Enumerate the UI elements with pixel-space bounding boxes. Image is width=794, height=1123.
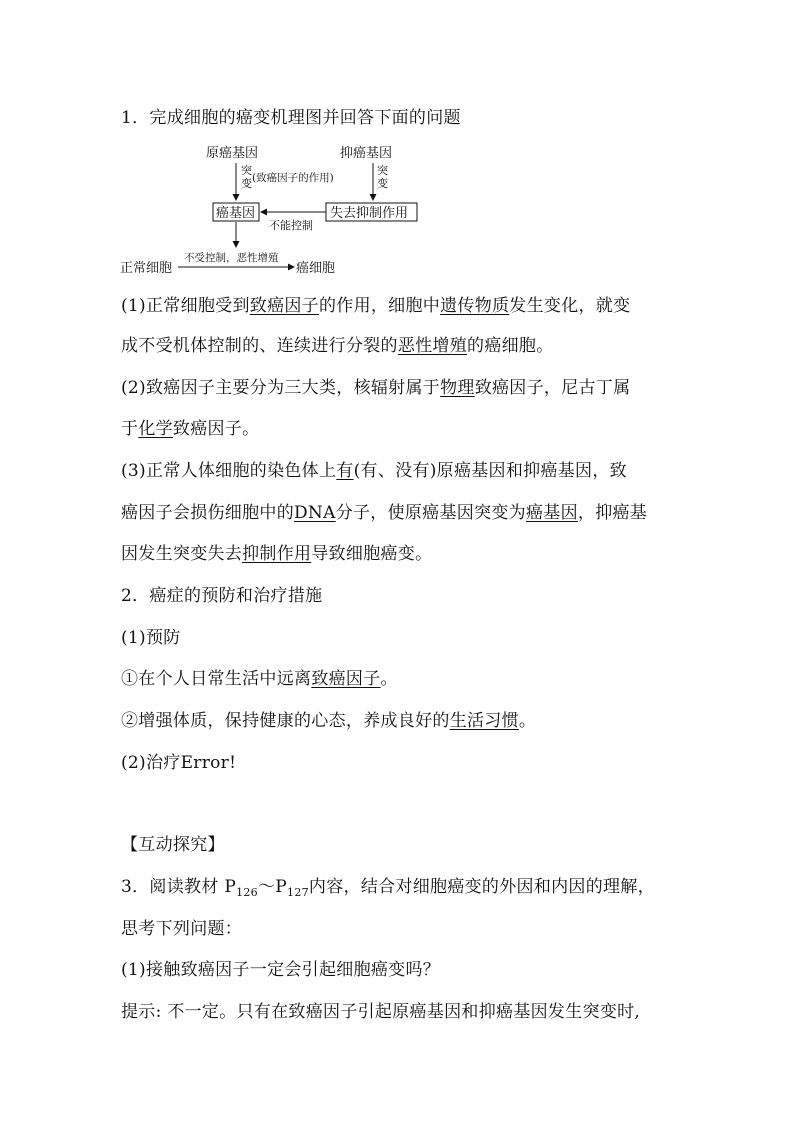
answer-life-habits: 生活习惯 bbox=[449, 711, 519, 731]
mutation-left-char-1: 突 bbox=[241, 164, 252, 177]
answer-chemical: 化学 bbox=[138, 419, 173, 439]
lose-suppression-label: 失去抑制作用 bbox=[330, 206, 409, 221]
normal-cell-label: 正常细胞 bbox=[120, 261, 173, 276]
prevention-title: (1)预防 bbox=[121, 628, 181, 648]
prevention-item-2: ②增强体质，保持健康的心态，养成良好的生活习惯。 bbox=[121, 711, 537, 731]
oncogene-label: 癌基因 bbox=[216, 206, 256, 221]
answer-malignant-proliferation: 恶性增殖 bbox=[397, 336, 468, 356]
tumor-suppressor-label: 抑癌基因 bbox=[340, 146, 393, 161]
answer-physical: 物理 bbox=[440, 378, 475, 398]
paragraph-2-line-1: (2)致癌因子主要分为三大类，核辐射属于物理致癌因子，尼古丁属 bbox=[121, 378, 631, 398]
answer-oncogene: 癌基因 bbox=[526, 503, 578, 523]
cannot-control-label: 不能控制 bbox=[269, 219, 313, 232]
interactive-heading: 【互动探究】 bbox=[121, 835, 225, 855]
uncontrolled-label: 不受控制，恶性增殖 bbox=[184, 252, 279, 264]
question-1-title: 1．完成细胞的癌变机理图并回答下面的问题 bbox=[121, 108, 461, 128]
cancer-cell-label: 癌细胞 bbox=[296, 261, 336, 276]
question-3-line-1: 3．阅读教材 $P_{126}\sim P_{127}$内容，结合对细胞癌变的外因和内因的理解， bbox=[121, 877, 655, 899]
answer-carcinogen: 致癌因子 bbox=[249, 296, 319, 316]
question-3-line-2: 思考下列问题： bbox=[121, 919, 243, 939]
treatment-line: (2)治疗Error! bbox=[121, 753, 237, 773]
answer-genetic-material: 遗传物质 bbox=[440, 296, 510, 316]
cancer-mechanism-diagram bbox=[118, 140, 428, 282]
hint-line: 提示: 不一定。只有在致癌因子引起原癌基因和抑癌基因发生突变时, bbox=[121, 1002, 641, 1022]
answer-have: 有 bbox=[336, 461, 354, 481]
mutation-right-char-2: 变 bbox=[377, 177, 388, 190]
mutation-right-char-1: 突 bbox=[377, 164, 388, 177]
paragraph-3-line-1: (3)正常人体细胞的染色体上有(有、没有)原癌基因和抑癌基因，致 bbox=[121, 461, 627, 481]
paragraph-3-line-2: 癌因子会损伤细胞中的DNA分子，使原癌基因突变为癌基因，抑癌基 bbox=[121, 503, 648, 523]
answer-avoid-carcinogen: 致癌因子 bbox=[311, 669, 381, 689]
mutation-note: (致癌因子的作用) bbox=[252, 172, 334, 184]
mutation-left-char-2: 变 bbox=[241, 177, 252, 190]
paragraph-1-line-2: 成不受机体控制的、连续进行分裂的恶性增殖的癌细胞。 bbox=[121, 336, 554, 356]
proto-oncogene-label: 原癌基因 bbox=[206, 146, 259, 161]
paragraph-3-line-3: 因发生突变失去抑制作用导致细胞癌变。 bbox=[121, 544, 433, 564]
question-3-sub-1: (1)接触致癌因子一定会引起细胞癌变吗？ bbox=[121, 960, 441, 980]
paragraph-1-line-1: (1)正常细胞受到致癌因子的作用，细胞中遗传物质发生变化，就变 bbox=[121, 296, 631, 316]
answer-suppression: 抑制作用 bbox=[242, 544, 312, 564]
prevention-item-1: ①在个人日常生活中远离致癌因子。 bbox=[121, 669, 398, 689]
paragraph-2-line-2: 于化学致癌因子。 bbox=[121, 419, 260, 439]
question-2-title: 2．癌症的预防和治疗措施 bbox=[121, 586, 323, 606]
answer-dna: DNA bbox=[294, 503, 336, 523]
